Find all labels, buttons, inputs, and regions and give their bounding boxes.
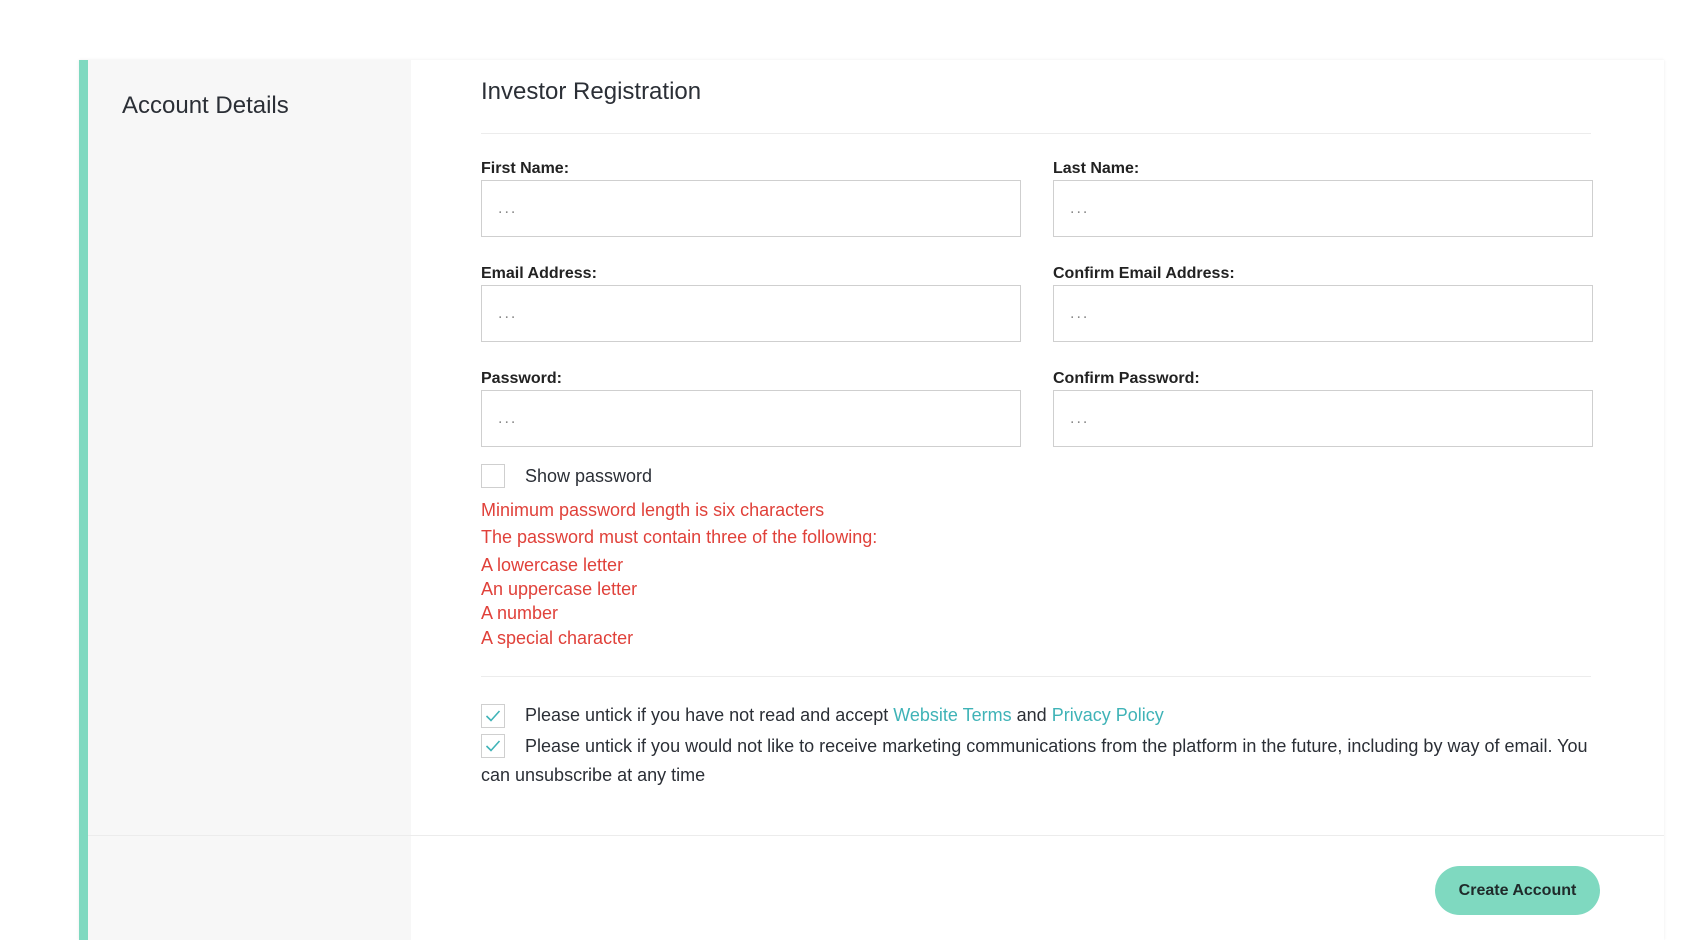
password-label: Password: xyxy=(481,370,562,387)
form-title: Investor Registration xyxy=(481,78,702,105)
email-label: Email Address: xyxy=(481,265,597,282)
confirm-password-input[interactable] xyxy=(1053,390,1593,447)
marketing-consent-text-block xyxy=(481,732,1591,790)
password-input[interactable] xyxy=(481,390,1021,447)
show-password-checkbox[interactable] xyxy=(481,464,505,488)
sidebar-title: Account Details xyxy=(122,92,289,119)
password-rule-item: A number xyxy=(481,603,559,623)
password-rule-intro: The password must contain three of the following: xyxy=(481,527,878,547)
terms-and-word: and xyxy=(1016,705,1047,725)
password-rule-item: A lowercase letter xyxy=(481,555,624,575)
first-name-input[interactable] xyxy=(481,180,1021,237)
privacy-policy-link[interactable]: Privacy Policy xyxy=(1051,705,1164,725)
sidebar-panel xyxy=(88,60,411,940)
confirm-email-label: Confirm Email Address: xyxy=(1053,265,1235,282)
password-min-length-note: Minimum password length is six characters xyxy=(481,500,825,520)
show-password-label: Show password xyxy=(525,466,653,486)
footer-divider xyxy=(88,835,1664,836)
website-terms-link[interactable]: Website Terms xyxy=(893,705,1012,725)
password-rule-item: A special character xyxy=(481,628,634,648)
marketing-consent-text: Please untick if you would not like to receive marketing communications from the platform in the future, including by way of email. You can unsubscribe at any time xyxy=(481,736,1588,785)
confirm-password-label: Confirm Password: xyxy=(1053,370,1200,387)
title-divider xyxy=(481,133,1591,134)
terms-consent-checkbox[interactable] xyxy=(481,704,505,728)
email-input[interactable] xyxy=(481,285,1021,342)
section-divider xyxy=(481,676,1591,677)
accent-bar xyxy=(79,60,88,940)
last-name-input[interactable] xyxy=(1053,180,1593,237)
confirm-email-input[interactable] xyxy=(1053,285,1593,342)
check-icon xyxy=(485,709,501,723)
terms-consent-text xyxy=(525,705,1164,726)
first-name-label: First Name: xyxy=(481,160,570,177)
create-account-button[interactable]: Create Account xyxy=(1435,866,1600,915)
last-name-label: Last Name: xyxy=(1053,160,1140,177)
password-rule-item: An uppercase letter xyxy=(481,579,638,599)
terms-consent-prefix: Please untick if you have not read and accept xyxy=(525,705,889,725)
